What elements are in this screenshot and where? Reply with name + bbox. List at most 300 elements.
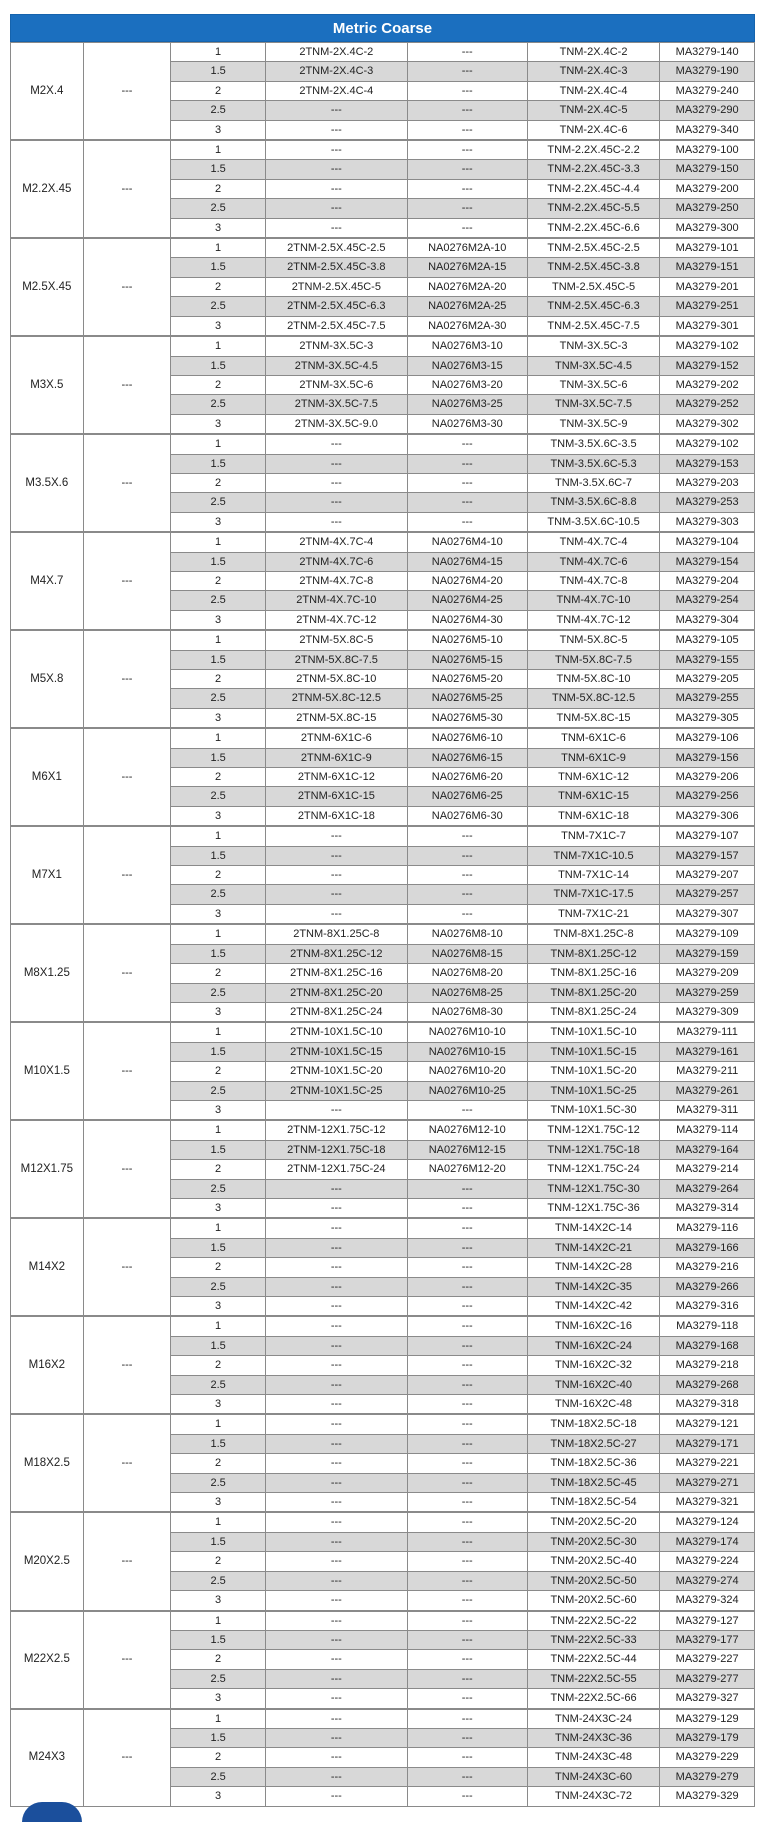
table-row [11,1218,755,1238]
2tnm-part-cell: --- [265,1336,407,1355]
thread-size-cell: M22X2.5 [11,1611,84,1709]
depth-cell: 2.5 [171,689,266,708]
2tnm-part-cell: --- [265,1512,407,1532]
na0276-part-cell: --- [407,1198,527,1218]
2tnm-part-cell: --- [265,199,407,218]
depth-cell: 2 [171,1552,266,1571]
na0276-part-cell: --- [407,1238,527,1257]
tnm-part-cell: TNM-3.5X.6C-5.3 [527,454,660,473]
ma3279-part-cell: MA3279-101 [660,238,755,258]
group-dash-cell: --- [83,1120,171,1218]
2tnm-part-cell: --- [265,904,407,924]
depth-cell: 1 [171,924,266,944]
group-dash-cell: --- [83,434,171,532]
na0276-part-cell: --- [407,1179,527,1198]
depth-cell: 2 [171,1160,266,1179]
ma3279-part-cell: MA3279-207 [660,866,755,885]
2tnm-part-cell: --- [265,1689,407,1709]
depth-cell: 1 [171,532,266,552]
na0276-part-cell: --- [407,1650,527,1669]
na0276-part-cell: NA0276M3-30 [407,414,527,434]
ma3279-part-cell: MA3279-216 [660,1258,755,1277]
tnm-part-cell: TNM-5X.8C-12.5 [527,689,660,708]
ma3279-part-cell: MA3279-206 [660,768,755,787]
tnm-part-cell: TNM-6X1C-6 [527,728,660,748]
ma3279-part-cell: MA3279-271 [660,1473,755,1492]
2tnm-part-cell: 2TNM-4X.7C-8 [265,571,407,590]
ma3279-part-cell: MA3279-279 [660,1767,755,1786]
table-row [11,1512,755,1532]
tnm-part-cell: TNM-4X.7C-6 [527,552,660,571]
2tnm-part-cell: --- [265,1630,407,1649]
depth-cell: 2.5 [171,1375,266,1394]
2tnm-part-cell: 2TNM-6X1C-9 [265,748,407,767]
tnm-part-cell: TNM-2.2X.45C-5.5 [527,199,660,218]
ma3279-part-cell: MA3279-311 [660,1100,755,1120]
ma3279-part-cell: MA3279-102 [660,336,755,356]
na0276-part-cell: --- [407,904,527,924]
depth-cell: 1.5 [171,258,266,277]
na0276-part-cell: --- [407,1748,527,1767]
ma3279-part-cell: MA3279-161 [660,1042,755,1061]
depth-cell: 2.5 [171,1081,266,1100]
tnm-part-cell: TNM-22X2.5C-22 [527,1611,660,1631]
tnm-part-cell: TNM-2X.4C-4 [527,81,660,100]
2tnm-part-cell: 2TNM-10X1.5C-25 [265,1081,407,1100]
tnm-part-cell: TNM-6X1C-15 [527,787,660,806]
ma3279-part-cell: MA3279-307 [660,904,755,924]
ma3279-part-cell: MA3279-118 [660,1316,755,1336]
tnm-part-cell: TNM-16X2C-32 [527,1356,660,1375]
2tnm-part-cell: --- [265,826,407,846]
depth-cell: 3 [171,1493,266,1513]
tnm-part-cell: TNM-7X1C-10.5 [527,846,660,865]
2tnm-part-cell: --- [265,1356,407,1375]
table-row [11,826,755,846]
tnm-part-cell: TNM-12X1.75C-30 [527,1179,660,1198]
2tnm-part-cell: 2TNM-2.5X.45C-3.8 [265,258,407,277]
depth-cell: 2.5 [171,591,266,610]
tnm-part-cell: TNM-2X.4C-5 [527,101,660,120]
depth-cell: 2.5 [171,1277,266,1296]
ma3279-part-cell: MA3279-252 [660,395,755,414]
ma3279-part-cell: MA3279-318 [660,1395,755,1415]
na0276-part-cell: NA0276M2A-10 [407,238,527,258]
thread-size-cell: M18X2.5 [11,1414,84,1512]
thread-size-cell: M10X1.5 [11,1022,84,1120]
na0276-part-cell: --- [407,826,527,846]
tnm-part-cell: TNM-20X2.5C-50 [527,1571,660,1590]
2tnm-part-cell: 2TNM-12X1.75C-12 [265,1120,407,1140]
ma3279-part-cell: MA3279-155 [660,650,755,669]
2tnm-part-cell: 2TNM-8X1.25C-24 [265,1002,407,1022]
depth-cell: 2 [171,1062,266,1081]
2tnm-part-cell: --- [265,493,407,512]
depth-cell: 2.5 [171,787,266,806]
ma3279-part-cell: MA3279-251 [660,297,755,316]
tnm-part-cell: TNM-14X2C-14 [527,1218,660,1238]
na0276-part-cell: NA0276M5-30 [407,708,527,728]
na0276-part-cell: --- [407,512,527,532]
depth-cell: 1 [171,1120,266,1140]
table-row [11,1414,755,1434]
thread-size-cell: M6X1 [11,728,84,826]
na0276-part-cell: NA0276M6-25 [407,787,527,806]
2tnm-part-cell: --- [265,1297,407,1317]
2tnm-part-cell: 2TNM-2X.4C-3 [265,62,407,81]
depth-cell: 2.5 [171,1571,266,1590]
table-title: Metric Coarse [10,14,755,42]
depth-cell: 1 [171,1512,266,1532]
thread-size-cell: M16X2 [11,1316,84,1414]
na0276-part-cell: --- [407,140,527,160]
tnm-part-cell: TNM-10X1.5C-10 [527,1022,660,1042]
ma3279-part-cell: MA3279-121 [660,1414,755,1434]
na0276-part-cell: NA0276M2A-20 [407,277,527,296]
na0276-part-cell: --- [407,81,527,100]
2tnm-part-cell: 2TNM-2X.4C-4 [265,81,407,100]
depth-cell: 1.5 [171,846,266,865]
2tnm-part-cell: --- [265,1238,407,1257]
tnm-part-cell: TNM-3.5X.6C-10.5 [527,512,660,532]
2tnm-part-cell: 2TNM-2X.4C-2 [265,43,407,62]
ma3279-part-cell: MA3279-179 [660,1728,755,1747]
tnm-part-cell: TNM-20X2.5C-60 [527,1591,660,1611]
depth-cell: 2.5 [171,395,266,414]
na0276-part-cell: --- [407,1532,527,1551]
tnm-part-cell: TNM-22X2.5C-33 [527,1630,660,1649]
ma3279-part-cell: MA3279-255 [660,689,755,708]
tnm-part-cell: TNM-3.5X.6C-7 [527,473,660,492]
na0276-part-cell: --- [407,101,527,120]
tnm-part-cell: TNM-8X1.25C-24 [527,1002,660,1022]
na0276-part-cell: --- [407,1611,527,1631]
depth-cell: 1 [171,1218,266,1238]
2tnm-part-cell: 2TNM-6X1C-15 [265,787,407,806]
2tnm-part-cell: 2TNM-8X1.25C-20 [265,983,407,1002]
na0276-part-cell: --- [407,885,527,904]
na0276-part-cell: --- [407,493,527,512]
depth-cell: 1 [171,140,266,160]
na0276-part-cell: --- [407,1473,527,1492]
2tnm-part-cell: --- [265,1434,407,1453]
depth-cell: 3 [171,806,266,826]
ma3279-part-cell: MA3279-151 [660,258,755,277]
na0276-part-cell: --- [407,434,527,454]
2tnm-part-cell: --- [265,1611,407,1631]
ma3279-part-cell: MA3279-111 [660,1022,755,1042]
ma3279-part-cell: MA3279-153 [660,454,755,473]
na0276-part-cell: NA0276M12-10 [407,1120,527,1140]
2tnm-part-cell: --- [265,1277,407,1296]
depth-cell: 2 [171,375,266,394]
2tnm-part-cell: --- [265,1493,407,1513]
ma3279-part-cell: MA3279-304 [660,610,755,630]
na0276-part-cell: --- [407,1258,527,1277]
na0276-part-cell: --- [407,1356,527,1375]
depth-cell: 2.5 [171,297,266,316]
2tnm-part-cell: --- [265,140,407,160]
depth-cell: 2.5 [171,199,266,218]
depth-cell: 2 [171,571,266,590]
depth-cell: 3 [171,316,266,336]
2tnm-part-cell: --- [265,1669,407,1688]
depth-cell: 1.5 [171,1140,266,1159]
ma3279-part-cell: MA3279-321 [660,1493,755,1513]
metric-coarse-sheet [10,14,755,1807]
tnm-part-cell: TNM-12X1.75C-24 [527,1160,660,1179]
depth-cell: 3 [171,120,266,140]
na0276-part-cell: --- [407,1297,527,1317]
na0276-part-cell: NA0276M2A-30 [407,316,527,336]
depth-cell: 1 [171,1709,266,1729]
tnm-part-cell: TNM-14X2C-42 [527,1297,660,1317]
na0276-part-cell: --- [407,1767,527,1786]
table-row [11,728,755,748]
2tnm-part-cell: --- [265,512,407,532]
ma3279-part-cell: MA3279-100 [660,140,755,160]
depth-cell: 3 [171,1297,266,1317]
ma3279-part-cell: MA3279-102 [660,434,755,454]
table-row [11,434,755,454]
2tnm-part-cell: 2TNM-5X.8C-5 [265,630,407,650]
tnm-part-cell: TNM-2.2X.45C-4.4 [527,179,660,198]
ma3279-part-cell: MA3279-250 [660,199,755,218]
2tnm-part-cell: 2TNM-8X1.25C-8 [265,924,407,944]
tnm-part-cell: TNM-22X2.5C-55 [527,1669,660,1688]
ma3279-part-cell: MA3279-140 [660,43,755,62]
2tnm-part-cell: 2TNM-10X1.5C-15 [265,1042,407,1061]
ma3279-part-cell: MA3279-156 [660,748,755,767]
ma3279-part-cell: MA3279-301 [660,316,755,336]
na0276-part-cell: NA0276M3-15 [407,356,527,375]
table-row [11,1709,755,1729]
depth-cell: 3 [171,1198,266,1218]
na0276-part-cell: --- [407,120,527,140]
depth-cell: 1 [171,630,266,650]
ma3279-part-cell: MA3279-309 [660,1002,755,1022]
tnm-part-cell: TNM-16X2C-16 [527,1316,660,1336]
2tnm-part-cell: 2TNM-5X.8C-7.5 [265,650,407,669]
ma3279-part-cell: MA3279-177 [660,1630,755,1649]
group-dash-cell: --- [83,43,171,141]
na0276-part-cell: --- [407,1709,527,1729]
na0276-part-cell: --- [407,160,527,179]
tnm-part-cell: TNM-3X.5C-7.5 [527,395,660,414]
depth-cell: 1 [171,238,266,258]
ma3279-part-cell: MA3279-211 [660,1062,755,1081]
na0276-part-cell: --- [407,62,527,81]
2tnm-part-cell: --- [265,218,407,238]
na0276-part-cell: --- [407,1552,527,1571]
tnm-part-cell: TNM-18X2.5C-45 [527,1473,660,1492]
na0276-part-cell: NA0276M4-20 [407,571,527,590]
tnm-part-cell: TNM-14X2C-28 [527,1258,660,1277]
ma3279-part-cell: MA3279-290 [660,101,755,120]
depth-cell: 2.5 [171,493,266,512]
tnm-part-cell: TNM-12X1.75C-12 [527,1120,660,1140]
tnm-part-cell: TNM-2X.4C-6 [527,120,660,140]
tnm-part-cell: TNM-2.2X.45C-3.3 [527,160,660,179]
ma3279-part-cell: MA3279-268 [660,1375,755,1394]
ma3279-part-cell: MA3279-302 [660,414,755,434]
ma3279-part-cell: MA3279-105 [660,630,755,650]
thread-size-cell: M12X1.75 [11,1120,84,1218]
ma3279-part-cell: MA3279-107 [660,826,755,846]
tnm-part-cell: TNM-4X.7C-12 [527,610,660,630]
2tnm-part-cell: 2TNM-2.5X.45C-2.5 [265,238,407,258]
2tnm-part-cell: --- [265,101,407,120]
tnm-part-cell: TNM-10X1.5C-25 [527,1081,660,1100]
na0276-part-cell: --- [407,1277,527,1296]
2tnm-part-cell: --- [265,866,407,885]
thread-size-cell: M2X.4 [11,43,84,141]
tnm-part-cell: TNM-18X2.5C-18 [527,1414,660,1434]
depth-cell: 2 [171,768,266,787]
thread-size-cell: M5X.8 [11,630,84,728]
group-dash-cell: --- [83,1611,171,1709]
ma3279-part-cell: MA3279-104 [660,532,755,552]
table-row [11,1611,755,1631]
na0276-part-cell: --- [407,218,527,238]
na0276-part-cell: NA0276M8-10 [407,924,527,944]
depth-cell: 2.5 [171,1669,266,1688]
na0276-part-cell: NA0276M10-25 [407,1081,527,1100]
na0276-part-cell: NA0276M2A-25 [407,297,527,316]
depth-cell: 1.5 [171,1630,266,1649]
table-row [11,336,755,356]
depth-cell: 1 [171,728,266,748]
ma3279-part-cell: MA3279-300 [660,218,755,238]
2tnm-part-cell: --- [265,885,407,904]
depth-cell: 1 [171,826,266,846]
na0276-part-cell: NA0276M8-30 [407,1002,527,1022]
2tnm-part-cell: --- [265,1473,407,1492]
na0276-part-cell: NA0276M10-10 [407,1022,527,1042]
2tnm-part-cell: --- [265,1375,407,1394]
2tnm-part-cell: --- [265,1552,407,1571]
thread-size-cell: M2.5X.45 [11,238,84,336]
table-row [11,140,755,160]
tnm-part-cell: TNM-22X2.5C-66 [527,1689,660,1709]
depth-cell: 2 [171,473,266,492]
depth-cell: 2 [171,179,266,198]
tnm-part-cell: TNM-2X.4C-3 [527,62,660,81]
ma3279-part-cell: MA3279-254 [660,591,755,610]
ma3279-part-cell: MA3279-152 [660,356,755,375]
2tnm-part-cell: 2TNM-3X.5C-3 [265,336,407,356]
depth-cell: 3 [171,414,266,434]
2tnm-part-cell: 2TNM-3X.5C-7.5 [265,395,407,414]
na0276-part-cell: --- [407,1512,527,1532]
na0276-part-cell: NA0276M5-10 [407,630,527,650]
2tnm-part-cell: --- [265,473,407,492]
na0276-part-cell: NA0276M5-15 [407,650,527,669]
tnm-part-cell: TNM-20X2.5C-20 [527,1512,660,1532]
2tnm-part-cell: 2TNM-10X1.5C-10 [265,1022,407,1042]
tnm-part-cell: TNM-3.5X.6C-8.8 [527,493,660,512]
depth-cell: 1.5 [171,1336,266,1355]
table-row [11,924,755,944]
depth-cell: 2 [171,277,266,296]
depth-cell: 2 [171,1356,266,1375]
brand-logo-partial [22,1802,82,1822]
2tnm-part-cell: --- [265,434,407,454]
na0276-part-cell: --- [407,1728,527,1747]
na0276-part-cell: NA0276M4-15 [407,552,527,571]
na0276-part-cell: NA0276M4-30 [407,610,527,630]
group-dash-cell: --- [83,630,171,728]
2tnm-part-cell: 2TNM-3X.5C-6 [265,375,407,394]
depth-cell: 1 [171,43,266,62]
na0276-part-cell: --- [407,1395,527,1415]
na0276-part-cell: NA0276M12-15 [407,1140,527,1159]
2tnm-part-cell: 2TNM-12X1.75C-18 [265,1140,407,1159]
ma3279-part-cell: MA3279-114 [660,1120,755,1140]
thread-table-body [11,43,755,1807]
table-row [11,630,755,650]
ma3279-part-cell: MA3279-171 [660,1434,755,1453]
tnm-part-cell: TNM-5X.8C-10 [527,670,660,689]
ma3279-part-cell: MA3279-150 [660,160,755,179]
2tnm-part-cell: --- [265,1532,407,1551]
tnm-part-cell: TNM-7X1C-14 [527,866,660,885]
depth-cell: 2.5 [171,1179,266,1198]
2tnm-part-cell: 2TNM-4X.7C-6 [265,552,407,571]
ma3279-part-cell: MA3279-154 [660,552,755,571]
ma3279-part-cell: MA3279-168 [660,1336,755,1355]
na0276-part-cell: --- [407,1689,527,1709]
na0276-part-cell: NA0276M4-10 [407,532,527,552]
tnm-part-cell: TNM-5X.8C-7.5 [527,650,660,669]
na0276-part-cell: NA0276M2A-15 [407,258,527,277]
ma3279-part-cell: MA3279-229 [660,1748,755,1767]
na0276-part-cell: NA0276M3-10 [407,336,527,356]
ma3279-part-cell: MA3279-164 [660,1140,755,1159]
2tnm-part-cell: 2TNM-4X.7C-4 [265,532,407,552]
ma3279-part-cell: MA3279-203 [660,473,755,492]
2tnm-part-cell: 2TNM-3X.5C-4.5 [265,356,407,375]
depth-cell: 1 [171,1316,266,1336]
ma3279-part-cell: MA3279-274 [660,1571,755,1590]
2tnm-part-cell: 2TNM-4X.7C-10 [265,591,407,610]
tnm-part-cell: TNM-10X1.5C-20 [527,1062,660,1081]
2tnm-part-cell: 2TNM-2.5X.45C-6.3 [265,297,407,316]
depth-cell: 3 [171,904,266,924]
ma3279-part-cell: MA3279-204 [660,571,755,590]
ma3279-part-cell: MA3279-240 [660,81,755,100]
ma3279-part-cell: MA3279-166 [660,1238,755,1257]
na0276-part-cell: --- [407,1336,527,1355]
depth-cell: 2.5 [171,101,266,120]
ma3279-part-cell: MA3279-202 [660,375,755,394]
depth-cell: 1.5 [171,1532,266,1551]
ma3279-part-cell: MA3279-329 [660,1787,755,1806]
group-dash-cell: --- [83,1709,171,1807]
na0276-part-cell: --- [407,454,527,473]
thread-size-cell: M3X.5 [11,336,84,434]
ma3279-part-cell: MA3279-200 [660,179,755,198]
tnm-part-cell: TNM-3X.5C-4.5 [527,356,660,375]
tnm-part-cell: TNM-18X2.5C-36 [527,1454,660,1473]
tnm-part-cell: TNM-24X3C-72 [527,1787,660,1806]
ma3279-part-cell: MA3279-221 [660,1454,755,1473]
tnm-part-cell: TNM-2.2X.45C-2.2 [527,140,660,160]
tnm-part-cell: TNM-4X.7C-8 [527,571,660,590]
na0276-part-cell: NA0276M5-25 [407,689,527,708]
ma3279-part-cell: MA3279-327 [660,1689,755,1709]
tnm-part-cell: TNM-14X2C-21 [527,1238,660,1257]
